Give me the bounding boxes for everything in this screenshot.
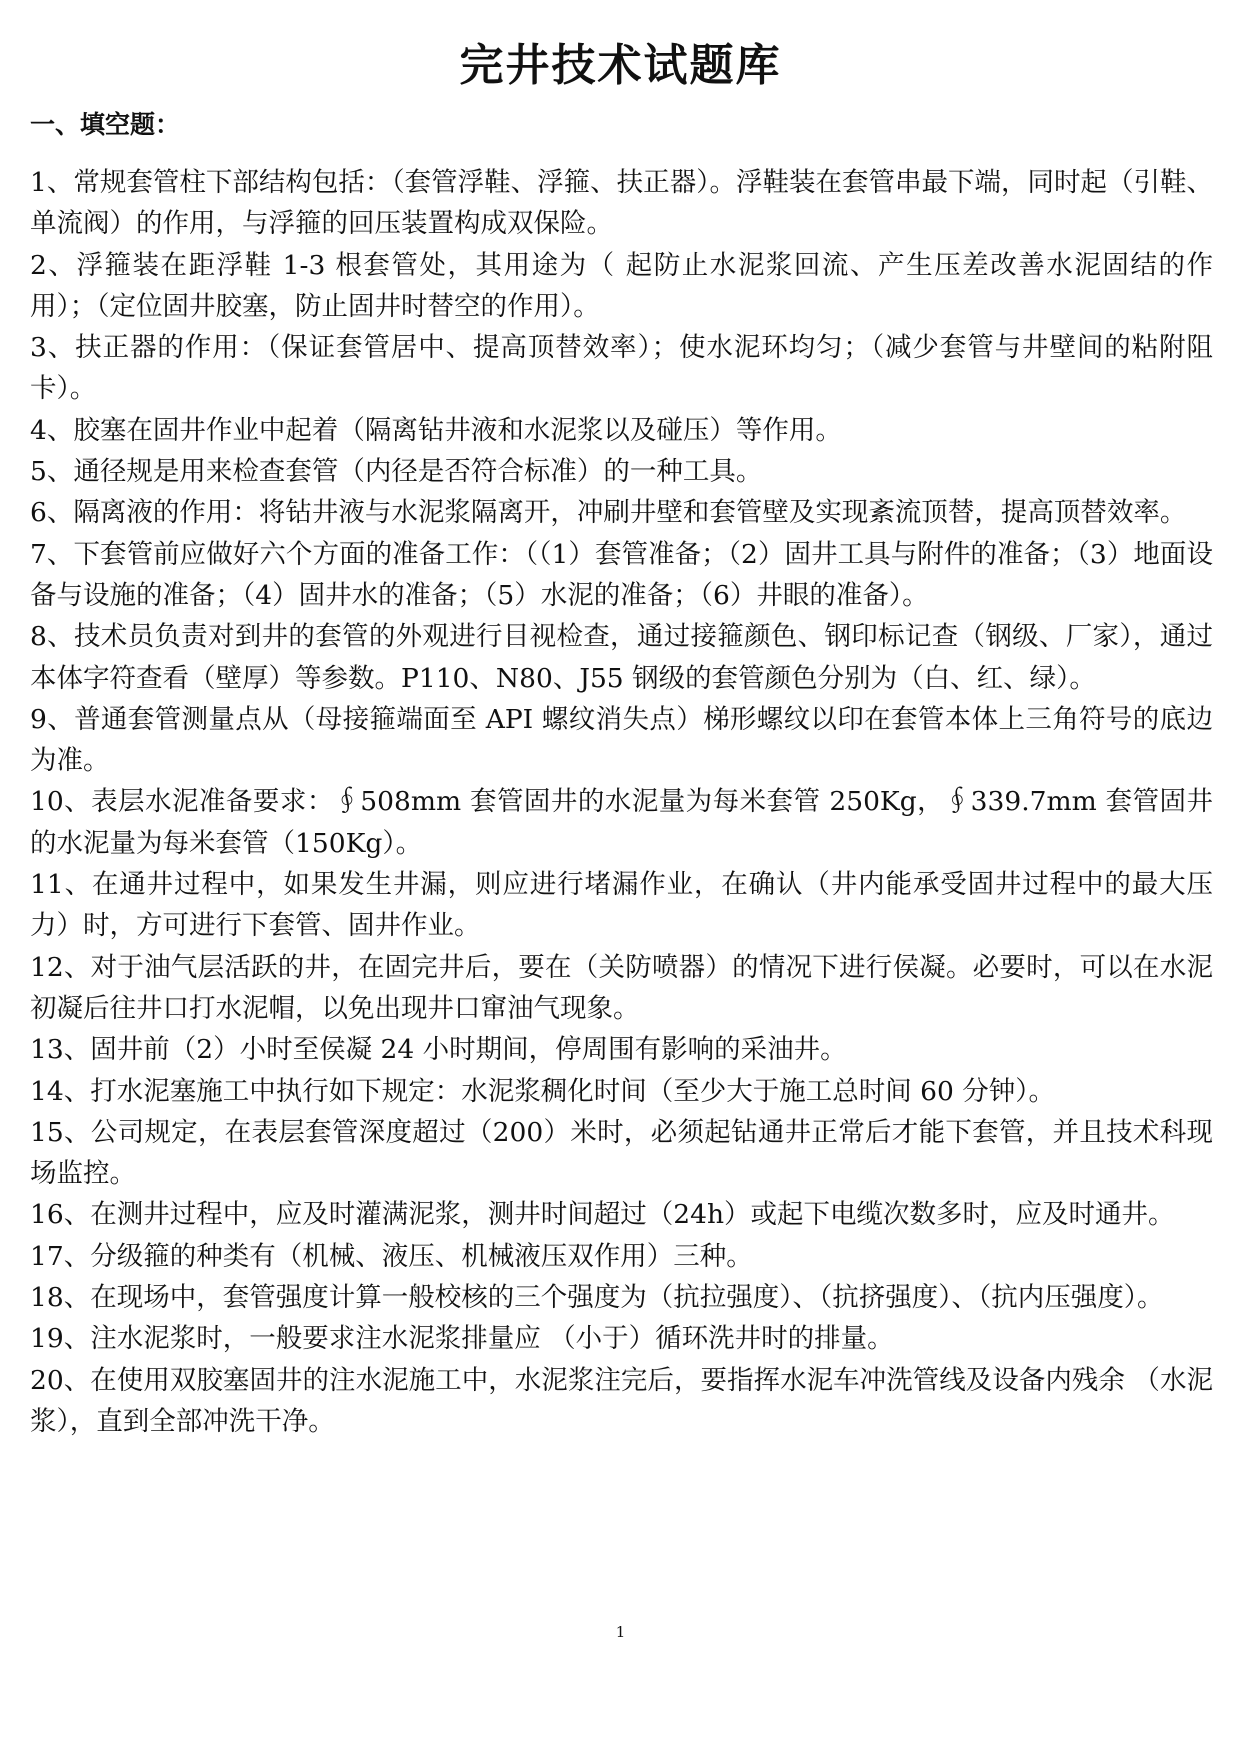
question-item: 16、在测井过程中，应及时灌满泥浆，测井时间超过（24h）或起下电缆次数多时，应及时通井。 (30, 1199, 1175, 1231)
page-title: 完井技术试题库 (459, 40, 782, 91)
question-item: 3、扶正器的作用：（保证套管居中、提高顶替效率）；使水泥环均匀；（减少套管与井壁间的粘附阻卡）。 (30, 332, 1213, 405)
question-item: 7、下套管前应做好六个方面的准备工作：（（1）套管准备；（2）固井工具与附件的准备；（3）地面设备与设施的准备；（4）固井水的准备；（5）水泥的准备；（6）井眼的准备）。 (30, 538, 1213, 611)
question-item: 8、技术员负责对到井的套管的外观进行目视检查，通过接箍颜色、钢印标记查（钢级、厂家），通过本体字符查看（壁厚）等参数。P110、N80、J55 钢级的套管颜色分别为（白、红、绿）。 (30, 621, 1213, 694)
question-item: 20、在使用双胶塞固井的注水泥施工中，水泥浆注完后，要指挥水泥车冲洗管线及设备内残余 （水泥浆），直到全部冲洗干净。 (30, 1364, 1213, 1437)
section-heading: 一、填空题： (30, 110, 181, 139)
question-item: 12、对于油气层活跃的井，在固完井后，要在（关防喷器）的情况下进行侯凝。必要时，可以在水泥初凝后往井口打水泥帽，以免出现井口窜油气现象。 (30, 951, 1213, 1024)
question-item: 18、在现场中，套管强度计算一般校核的三个强度为（抗拉强度）、（抗挤强度）、（抗内压强度）。 (30, 1282, 1164, 1314)
question-item: 13、固井前（2）小时至侯凝 24 小时期间，停周围有影响的采油井。 (30, 1034, 847, 1066)
question-item: 15、公司规定，在表层套管深度超过（200）米时，必须起钻通井正常后才能下套管，并且技术科现场监控。 (30, 1116, 1213, 1190)
page-number: 1 (615, 1623, 626, 1641)
question-item: 4、胶塞在固井作业中起着（隔离钻井液和水泥浆以及碰压）等作用。 (30, 414, 842, 446)
question-item: 10、表层水泥准备要求：∮508mm 套管固井的水泥量为每米套管 250Kg，∮339.7mm 套管固井的水泥量为每米套管（150Kg）。 (30, 786, 1213, 859)
question-item: 9、普通套管测量点从（母接箍端面至 API 螺纹消失点）梯形螺纹以印在套管本体上三角符号的底边为准。 (30, 703, 1213, 777)
question-list (30, 162, 1213, 1442)
question-item: 6、隔离液的作用：将钻井液与水泥浆隔离开，冲刷井壁和套管壁及实现紊流顶替，提高顶替效率。 (30, 497, 1187, 529)
question-item: 2、浮箍装在距浮鞋 1-3 根套管处，其用途为（ 起防止水泥浆回流、产生压差改善水泥固结的作用）；（定位固井胶塞，防止固井时替空的作用）。 (30, 249, 1213, 322)
question-item: 11、在通井过程中，如果发生井漏，则应进行堵漏作业，在确认（井内能承受固井过程中的最大压力）时，方可进行下套管、固井作业。 (30, 869, 1213, 942)
question-item: 17、分级箍的种类有（机械、液压、机械液压双作用）三种。 (30, 1240, 753, 1272)
question-item: 19、注水泥浆时，一般要求注水泥浆排量应 （小于）循环洗井时的排量。 (30, 1323, 894, 1355)
question-item: 14、打水泥塞施工中执行如下规定：水泥浆稠化时间（至少大于施工总时间 60 分钟）。 (30, 1075, 1056, 1107)
question-item: 5、通径规是用来检查套管（内径是否符合标准）的一种工具。 (30, 456, 763, 488)
question-item: 1、常规套管柱下部结构包括：（套管浮鞋、浮箍、扶正器）。浮鞋装在套管串最下端，同时起（引鞋、单流阀）的作用，与浮箍的回压装置构成双保险。 (30, 167, 1213, 240)
